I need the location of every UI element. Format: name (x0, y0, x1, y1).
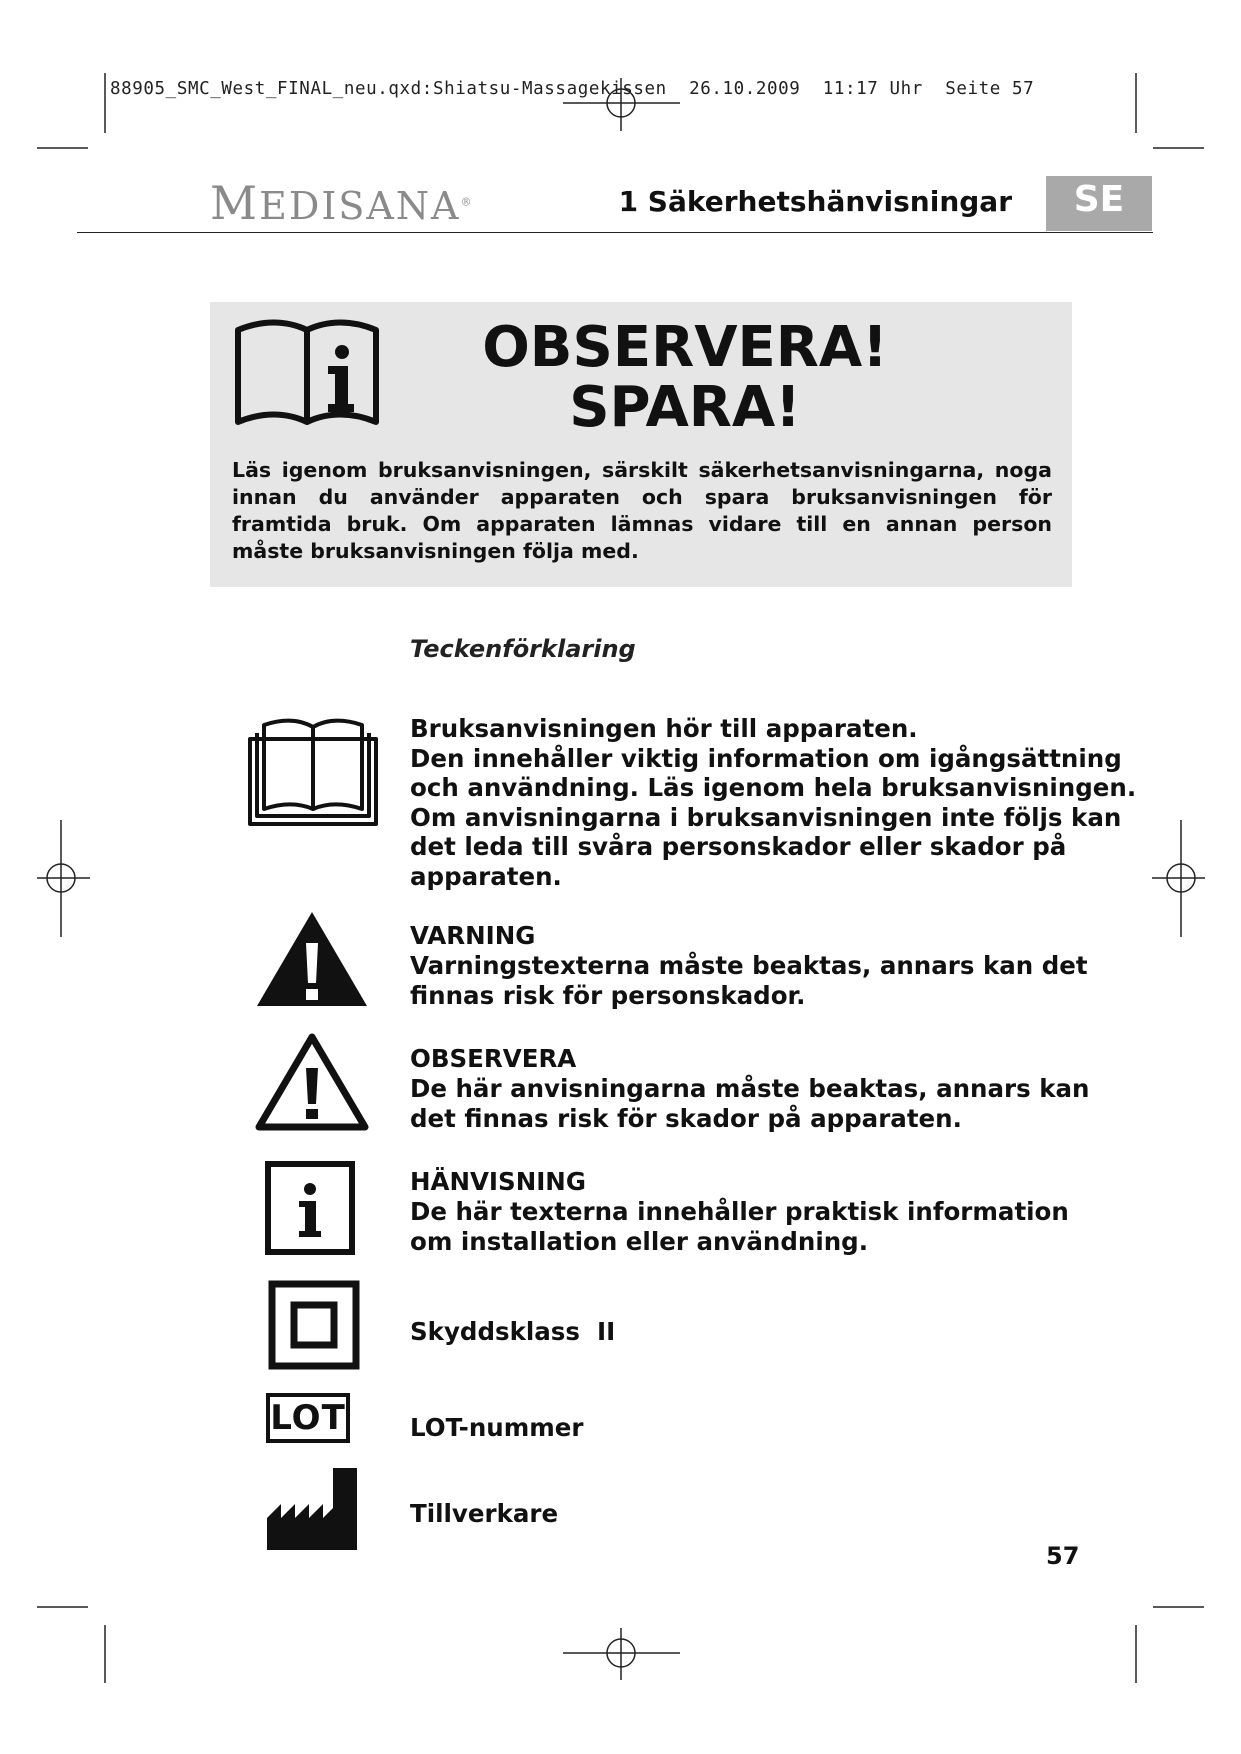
warning-line: Varningstexterna måste beaktas, annars kan det (410, 951, 1088, 980)
lot-label: LOT-nummer (410, 1413, 584, 1442)
manual-line: det leda till svåra personskador eller skador på (410, 832, 1067, 861)
language-tab: SE (1046, 176, 1152, 231)
page-number: 57 (1046, 1542, 1080, 1570)
protection-class-ii-icon (268, 1280, 360, 1370)
legend-entry-manual (410, 714, 1136, 891)
manual-line: och användning. Läs igenom hela bruksanvisningen. (410, 773, 1137, 802)
slug-date: 26.10.2009 (689, 79, 801, 99)
warning-line: finnas risk för personskador. (410, 980, 806, 1010)
manual-line: apparaten. (410, 861, 562, 891)
legend-entry-note (410, 1167, 1069, 1256)
lot-icon (266, 1393, 350, 1443)
header-divider (77, 232, 1153, 233)
medisana-logo: MEDISANA® (210, 176, 474, 230)
caution-title: OBSERVERA (410, 1044, 577, 1073)
slug-time: 11:17 Uhr (822, 79, 923, 99)
warning-title: VARNING (410, 921, 536, 950)
caution-line: det finnas risk för skador på apparaten. (410, 1103, 962, 1133)
manual-line: Bruksanvisningen hör till apparaten. (410, 714, 918, 743)
print-slug (110, 79, 1034, 99)
caution-outline-icon (255, 1032, 369, 1132)
info-icon (265, 1161, 355, 1255)
manual-line: Om anvisningarna i bruksanvisningen inte följs kan (410, 802, 1122, 832)
manufacturer-label: Tillverkare (410, 1499, 559, 1528)
note-line: om installation eller användning. (410, 1226, 869, 1256)
notice-text: Läs igenom bruksanvisningen, särskilt säkerhetsanvisningarna, noga innan du använder apparaten och spara bruksanvisningen för framtida bruk. Om apparaten lämnas vidare till en annan person måste bruksanvisningen följa med. (232, 458, 1052, 563)
manual-book-icon (247, 717, 379, 827)
slug-page: Seite 57 (945, 79, 1035, 99)
legend-entry-caution (410, 1044, 1090, 1133)
note-line: De här texterna innehåller praktisk information (410, 1197, 1069, 1226)
slug-file: 88905_SMC_West_FINAL_neu.qxd:Shiatsu-Massagekissen (110, 79, 667, 99)
legend-entry-warning (410, 921, 1088, 1010)
caution-line: De här anvisningarna måste beaktas, annars kan (410, 1074, 1090, 1103)
note-title: HÄNVISNING (410, 1167, 586, 1196)
lot-icon-text: LOT (266, 1393, 350, 1443)
manual-info-icon (234, 318, 380, 430)
manufacturer-icon (267, 1468, 357, 1550)
legend-title: Teckenförklaring (410, 635, 636, 663)
notice-heading: OBSERVERA! SPARA! (482, 315, 888, 440)
protection-class-label: Skyddsklass II (410, 1317, 616, 1346)
manual-line: Den innehåller viktig information om igångsättning (410, 743, 1122, 773)
section-title: 1 Säkerhetshänvisningar (618, 185, 1012, 218)
warning-filled-icon (255, 909, 369, 1009)
